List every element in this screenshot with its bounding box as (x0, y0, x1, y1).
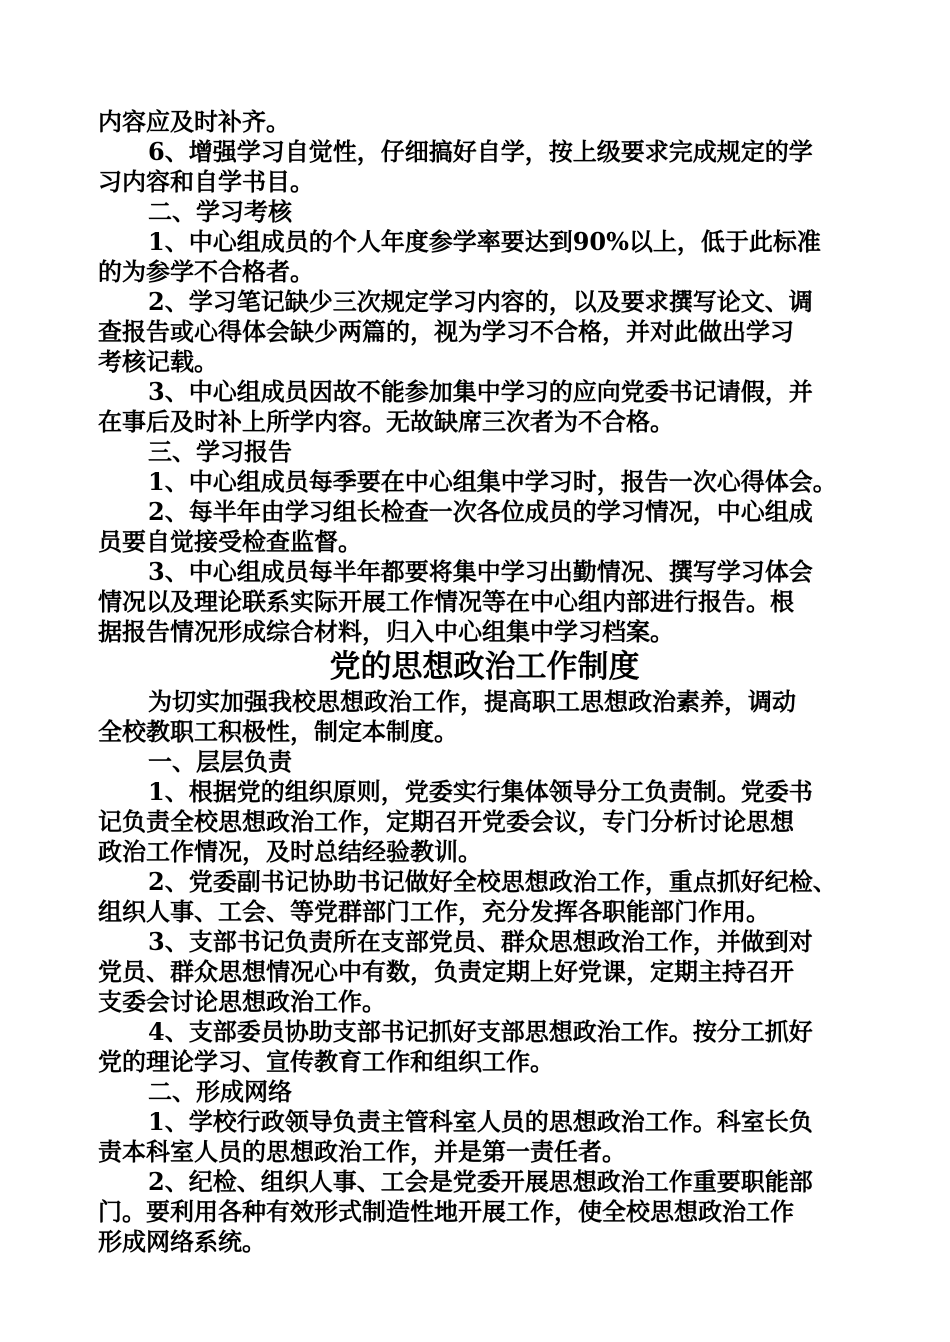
document-page (98, 107, 873, 1257)
text-line: 习内容和自学书目。 (98, 167, 314, 196)
text-line: 的为参学不合格者。 (98, 257, 314, 286)
text-line: 政治工作情况，及时总结经验教训。 (98, 837, 482, 866)
text-line: 组织人事、工会、等党群部门工作，充分发挥各职能部门作用。 (98, 897, 770, 926)
text-line: 2、纪检、组织人事、工会是党委开展思想政治工作重要职能部 (148, 1167, 813, 1196)
text-line: 3、中心组成员因故不能参加集中学习的应向党委书记请假，并 (148, 377, 813, 406)
text-line: 1、根据党的组织原则，党委实行集体领导分工负责制。党委书 (148, 777, 813, 806)
text-line: 2、学习笔记缺少三次规定学习内容的，以及要求撰写论文、调 (148, 287, 813, 316)
text-line: 考核记载。 (98, 347, 218, 376)
text-line: 二、形成网络 (148, 1077, 292, 1106)
text-line: 党员、群众思想情况心中有数，负责定期上好党课，定期主持召开 (98, 957, 794, 986)
text-line: 党的理论学习、宣传教育工作和组织工作。 (98, 1047, 554, 1076)
document-body-part2 (98, 687, 873, 1257)
text-line: 据报告情况形成综合材料，归入中心组集中学习档案。 (98, 617, 674, 646)
text-line: 二、学习考核 (148, 197, 292, 226)
text-line: 3、中心组成员每半年都要将集中学习出勤情况、撰写学习体会 (148, 557, 813, 586)
text-line: 为切实加强我校思想政治工作，提高职工思想政治素养，调动 (148, 687, 796, 716)
text-line: 2、党委副书记协助书记做好全校思想政治工作，重点抓好纪检、 (148, 867, 837, 896)
text-line: 员要自觉接受检查监督。 (98, 527, 362, 556)
text-line: 2、每半年由学习组长检查一次各位成员的学习情况，中心组成 (148, 497, 813, 526)
text-line: 1、学校行政领导负责主管科室人员的思想政治工作。科室长负 (148, 1107, 813, 1136)
text-line: 形成网络系统。 (98, 1227, 266, 1256)
text-line: 内容应及时补齐。 (98, 107, 290, 136)
text-line: 4、支部委员协助支部书记抓好支部思想政治工作。按分工抓好 (148, 1017, 813, 1046)
text-line: 责本科室人员的思想政治工作，并是第一责任者。 (98, 1137, 626, 1166)
text-line: 1、中心组成员的个人年度参学率要达到90%以上，低于此标准 (148, 227, 821, 256)
text-line: 一、层层负责 (148, 747, 292, 776)
text-line: 门。要利用各种有效形式制造性地开展工作，使全校思想政治工作 (98, 1197, 794, 1226)
text-line: 支委会讨论思想政治工作。 (98, 987, 386, 1016)
text-line: 3、支部书记负责所在支部党员、群众思想政治工作，并做到对 (148, 927, 813, 956)
text-line: 1、中心组成员每季要在中心组集中学习时，报告一次心得体会。 (148, 467, 837, 496)
section-title: 党的思想政治工作制度 (329, 649, 640, 685)
text-line: 三、学习报告 (148, 437, 292, 466)
text-line: 全校教职工积极性，制定本制度。 (98, 717, 458, 746)
text-line: 在事后及时补上所学内容。无故缺席三次者为不合格。 (98, 407, 674, 436)
document-body-part1 (98, 107, 873, 647)
text-line: 情况以及理论联系实际开展工作情况等在中心组内部进行报告。根 (98, 587, 794, 616)
text-line: 查报告或心得体会缺少两篇的，视为学习不合格，并对此做出学习 (98, 317, 794, 346)
text-line: 6、增强学习自觉性，仔细搞好自学，按上级要求完成规定的学 (148, 137, 813, 166)
text-line: 记负责全校思想政治工作，定期召开党委会议，专门分析讨论思想 (98, 807, 794, 836)
